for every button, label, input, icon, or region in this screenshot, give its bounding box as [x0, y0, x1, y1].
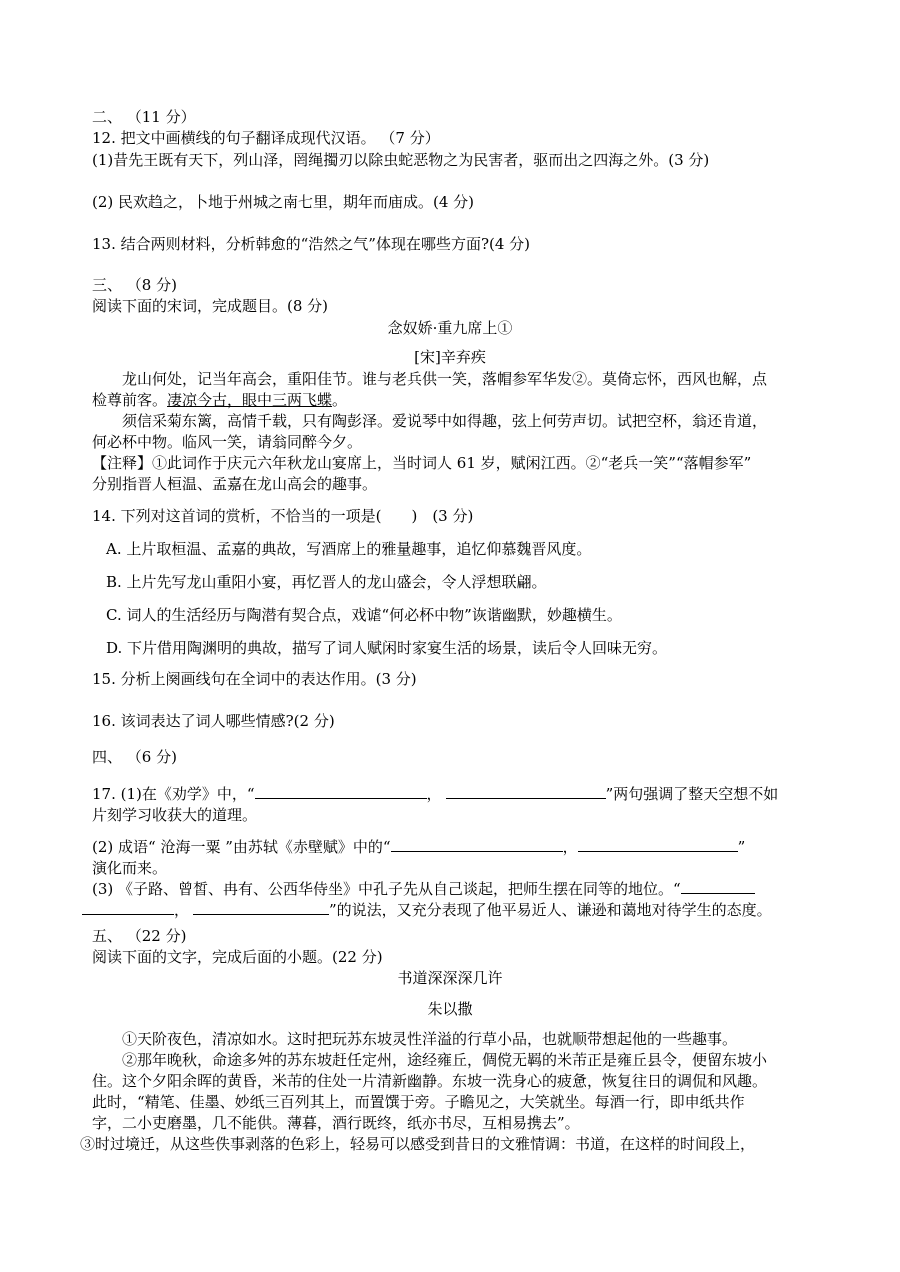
question-14-option-d: D. 下片借用陶渊明的典故，描写了词人赋闲时家宴生活的场景，读后令人回味无穷。 — [106, 639, 668, 657]
q17-3-comma: ， — [174, 901, 190, 919]
article-title: 书道深深深几许 — [397, 969, 503, 987]
q17-1-blank-1[interactable] — [255, 784, 427, 799]
q17-2-lead: (2) 成语“ 沧海一粟 ”由苏轼《赤壁赋》中的“ — [92, 838, 391, 856]
q17-2-comma: ， — [562, 838, 578, 856]
poem-underlined-sentence: 凄凉今古，眼中三两飞蝶 — [167, 391, 333, 409]
q17-3-blank-1a[interactable] — [681, 879, 755, 894]
question-17-part-1-cont: 片刻学习收获大的道理。 — [92, 806, 258, 824]
question-12: 12. 把文中画横线的句子翻译成现代汉语。 （7 分） — [92, 129, 440, 147]
section-5-instruction: 阅读下面的文字，完成后面的小题。(22 分) — [92, 948, 383, 966]
q17-3-lead: (3) 《子路、曾皙、冉有、公西华侍坐》中孔子先从自己谈起，把师生摆在同等的地位。“ — [92, 880, 681, 898]
section-3-instruction: 阅读下面的宋词，完成题目。(8 分) — [92, 297, 329, 315]
paragraph-2-line-1: ②那年晚秋，命途多舛的苏东坡赶任定州，途经雍丘，倜傥无羁的米芾正是雍丘县令，便留东坡小 — [122, 1051, 768, 1069]
poem-note-line-1: 【注释】①此词作于庆元六年秋龙山宴席上，当时词人 61 岁，赋闲江西。②“老兵一笑”“落帽参军” — [92, 454, 752, 472]
section-3-header: 三、 （8 分) — [92, 276, 177, 294]
question-14-option-c: C. 词人的生活经历与陶潜有契合点，戏谑“何必杯中物”诙谐幽默，妙趣横生。 — [106, 606, 622, 624]
question-15: 15. 分析上阕画线句在全词中的表达作用。(3 分) — [92, 670, 417, 688]
paragraph-2-line-2: 住。这个夕阳余晖的黄昏，米芾的住处一片清新幽静。东坡一洗身心的疲惫，恢复往日的调侃和风趣。 — [92, 1072, 768, 1090]
poem-line-2-start: 检尊前客。 — [92, 391, 168, 409]
section-5-header: 五、 （22 分) — [92, 927, 187, 945]
question-16: 16. 该词表达了词人哪些情感?(2 分) — [92, 712, 335, 730]
paragraph-2-line-4: 字，二小吏磨墨，几不能供。薄暮，酒行既终，纸亦书尽，互相易携去”。 — [92, 1114, 580, 1132]
question-17-part-3-cont — [82, 900, 772, 920]
article-author: 朱以撒 — [427, 1000, 473, 1018]
q17-2-close-quote: ” — [737, 838, 746, 856]
poem-line-2 — [92, 390, 347, 410]
q17-1-blank-2[interactable] — [446, 784, 606, 799]
question-12-part-2: (2) 民欢趋之，卜地于州城之南七里，期年而庙成。(4 分) — [92, 193, 475, 211]
paragraph-1: ①天阶夜色，清凉如水。这时把玩苏东坡灵性洋溢的行草小品，也就顺带想起他的一些趣事。 — [122, 1030, 738, 1048]
question-17-part-3 — [92, 879, 755, 899]
question-14-option-b: B. 上片先写龙山重阳小宴，再忆晋人的龙山盛会，令人浮想联翩。 — [106, 573, 547, 591]
question-14-option-a: A. 上片取桓温、孟嘉的典故，写酒席上的雅量趣事，追忆仰慕魏晋风度。 — [106, 540, 592, 558]
poem-line-2-end: 。 — [332, 391, 348, 409]
question-17-part-2-cont: 演化而来。 — [92, 859, 168, 877]
q17-2-blank-2[interactable] — [578, 837, 738, 852]
q17-3-blank-1b[interactable] — [82, 900, 174, 915]
paragraph-2-line-3: 此时，“精笔、佳墨、妙纸三百列其上，而置馔于旁。子瞻见之，大笑就坐。每酒一行，即申纸共作 — [92, 1093, 745, 1111]
section-4-header: 四、 （6 分) — [92, 748, 177, 766]
question-13: 13. 结合两则材料，分析韩愈的“浩然之气”体现在哪些方面?(4 分) — [92, 235, 531, 253]
poem-line-3: 须信采菊东篱，高情千载，只有陶彭泽。爱说琴中如得趣，弦上何劳声切。试把空杯，翁还肯道， — [122, 412, 768, 430]
poem-title: 念奴娇·重九席上① — [387, 319, 513, 337]
poem-note-line-2: 分别指晋人桓温、孟嘉在龙山高会的趣事。 — [92, 475, 378, 493]
section-2-header: 二、 （11 分） — [92, 108, 196, 126]
q17-1-comma: ， — [426, 785, 442, 803]
q17-3-tail: ”的说法，又充分表现了他平易近人、谦逊和蔼地对待学生的态度。 — [329, 901, 772, 919]
q17-3-blank-2[interactable] — [193, 900, 329, 915]
q17-1-lead: 17. (1)在《劝学》中，“ — [92, 785, 255, 803]
question-12-part-1: (1)昔先王既有天下，列山泽，罔绳擉刃以除虫蛇恶物之为民害者，驱而出之四海之外。(3 分) — [92, 151, 710, 169]
question-14: 14. 下列对这首词的赏析，不恰当的一项是( ) (3 分) — [92, 507, 474, 525]
poem-author: [宋]辛弃疾 — [414, 348, 486, 366]
poem-line-1: 龙山何处，记当年高会，重阳佳节。谁与老兵供一笑，落帽参军华发②。莫倚忘怀，西风也解，点 — [122, 370, 768, 388]
q17-2-blank-1[interactable] — [391, 837, 563, 852]
question-17-part-1 — [92, 784, 778, 804]
question-17-part-2 — [92, 837, 745, 857]
q17-1-tail: ”两句强调了整天空想不如 — [605, 785, 779, 803]
paragraph-3: ③时过境迁，从这些佚事剥落的色彩上，轻易可以感受到昔日的文雅情调：书道，在这样的时间段上， — [80, 1135, 756, 1153]
poem-line-4: 何必杯中物。临风一笑，请翁同醉今夕。 — [92, 433, 363, 451]
